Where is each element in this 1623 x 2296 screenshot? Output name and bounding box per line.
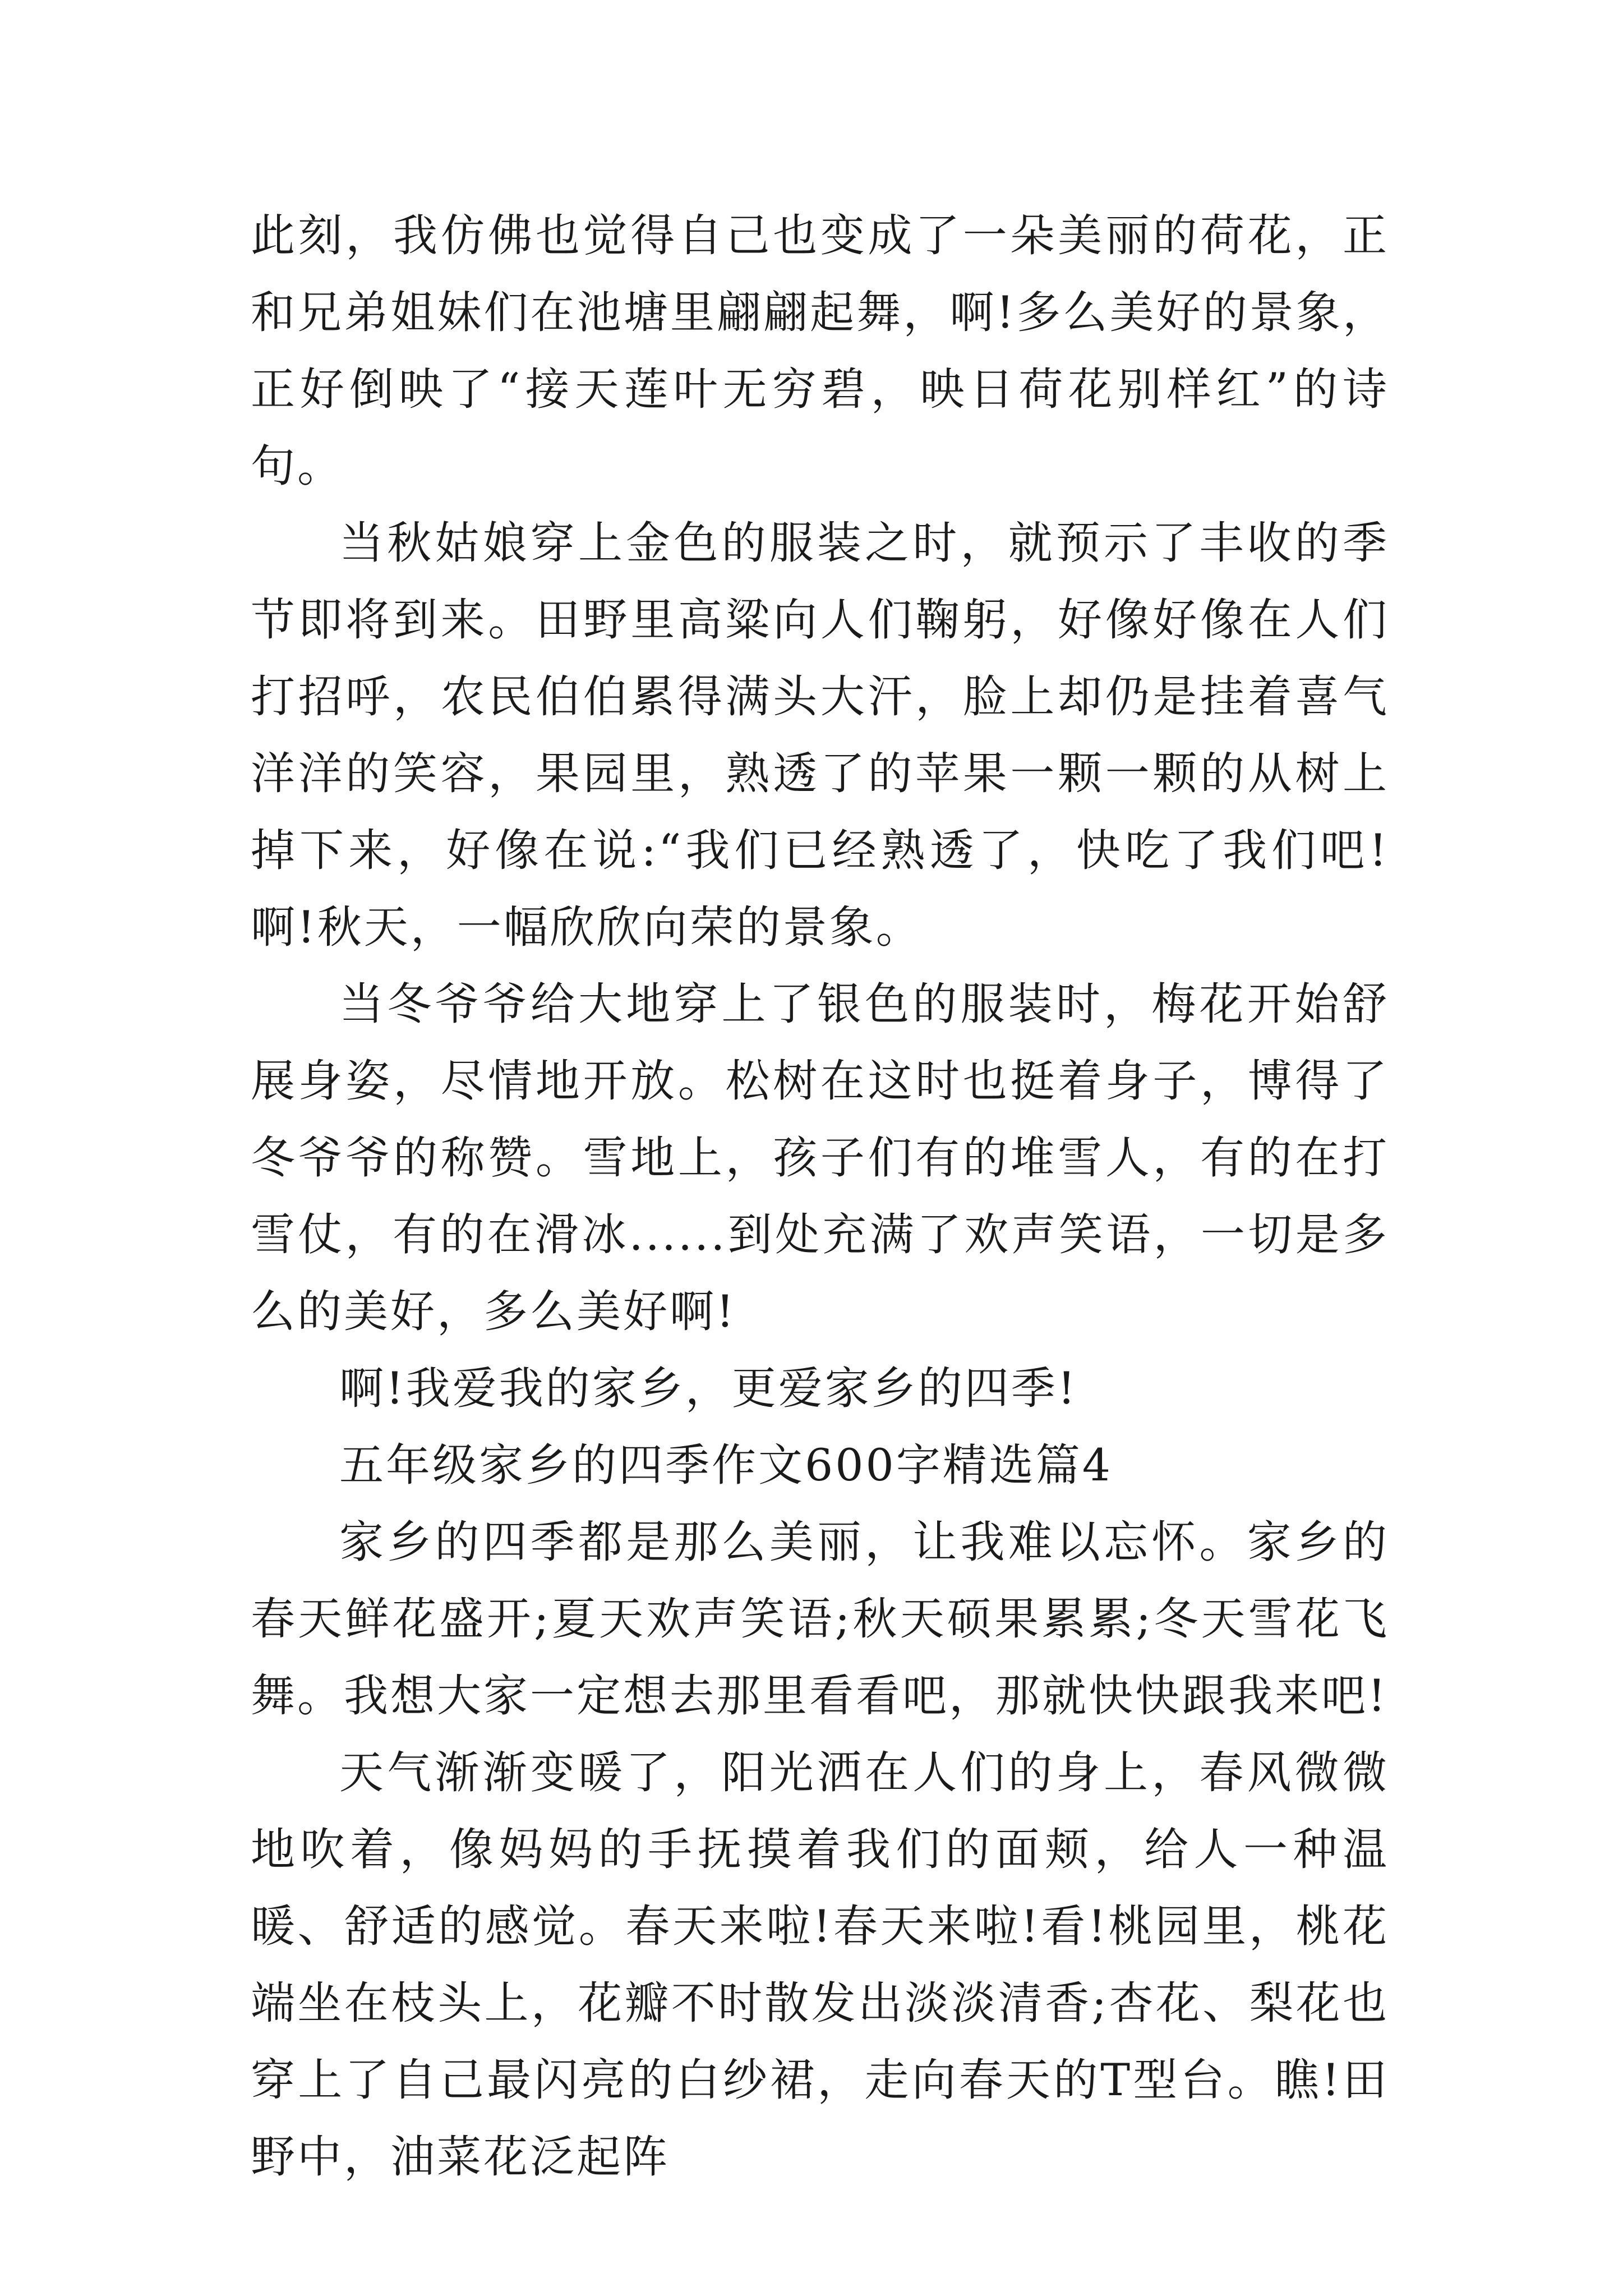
paragraph-3: 当冬爷爷给大地穿上了银色的服装时，梅花开始舒展身姿，尽情地开放。松树在这时也挺着身子，博得了冬爷爷的称赞。雪地上，孩子们有的堆雪人，有的在打雪仗，有的在滑冰......到处充满了欢声笑语，一切是多么的美好，多么美好啊! bbox=[251, 978, 1389, 1337]
paragraph-2: 当秋姑娘穿上金色的服装之时，就预示了丰收的季节即将到来。田野里高粱向人们鞠躬，好像好像在人们打招呼，农民伯伯累得满头大汗，脸上却仍是挂着喜气洋洋的笑容，果园里，熟透了的苹果一颗一颗的从树上掉下来，好像在说:“我们已经熟透了，快吃了我们吧!啊!秋天，一幅欣欣向荣的景象。 bbox=[251, 517, 1389, 953]
paragraph-7: 天气渐渐变暖了，阳光洒在人们的身上，春风微微地吹着，像妈妈的手抚摸着我们的面颊，给人一种温暖、舒适的感觉。春天来啦!春天来啦!看!桃园里，桃花端坐在枝头上，花瓣不时散发出淡淡清香;杏花、梨花也穿上了自己最闪亮的白纱裙，走向春天的T型台。瞧!田野中，油菜花泛起阵 bbox=[251, 1747, 1389, 2183]
paragraph-4: 啊!我爱我的家乡，更爱家乡的四季! bbox=[339, 1363, 1078, 1414]
paragraph-6: 家乡的四季都是那么美丽，让我难以忘怀。家乡的春天鲜花盛开;夏天欢声笑语;秋天硕果累累;冬天雪花飞舞。我想大家一定想去那里看看吧，那就快快跟我来吧! bbox=[251, 1516, 1389, 1722]
section-heading: 五年级家乡的四季作文600字精选篇4 bbox=[339, 1439, 1113, 1491]
paragraph-1: 此刻，我仿佛也觉得自己也变成了一朵美丽的荷花，正和兄弟姐妹们在池塘里翩翩起舞，啊!多么美好的景象，正好倒映了“接天莲叶无穷碧，映日荷花别样红”的诗句。 bbox=[251, 210, 1389, 492]
document-body bbox=[251, 197, 1389, 2196]
